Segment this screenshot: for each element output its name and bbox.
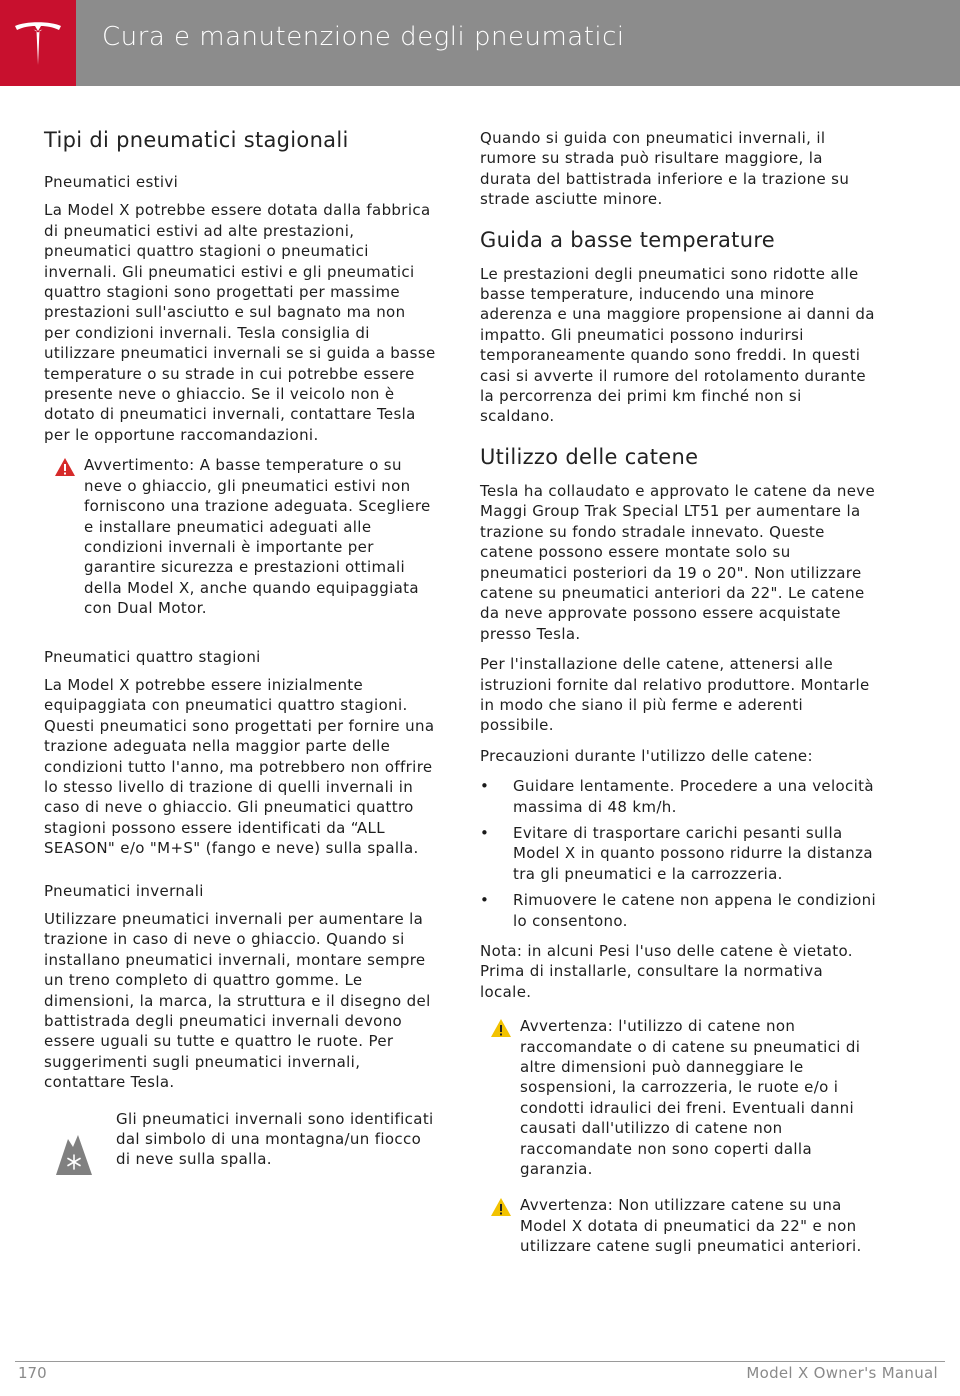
- list-item: [480, 823, 876, 884]
- section-heading-chains: Utilizzo delle catene: [480, 444, 699, 469]
- bullet: •: [480, 777, 489, 796]
- footer-divider: [15, 1361, 945, 1362]
- snowflake-notice: [44, 1109, 436, 1170]
- note-text: Nota: in alcuni Pesi l'uso delle catene è vietato. Prima di installarle, consultare la normativa locale.: [480, 942, 853, 1001]
- list-item-text: Rimuovere le catene non appena le condizioni lo consentono.: [513, 891, 877, 930]
- logo-badge: [0, 0, 76, 86]
- list-item-text: Guidare lentamente. Procedere a una velocità massima di 48 km/h.: [513, 777, 874, 816]
- paragraph-chains-install: Per l'installazione delle catene, attenersi alle istruzioni fornite dal relativo produttore. Montarle in modo che siano il più ferme e aderenti possibile.: [480, 655, 870, 735]
- paragraph-summer-tires: La Model X potrebbe essere dotata dalla fabbrica di pneumatici estivi ad alte prestazioni, pneumatici quattro stagioni o pneumatici invernali. Gli pneumatici estivi e gli pneumatici quattro stagioni sono progettati per massime prestazioni sull'asciutto e sul bagnato ma non per condizioni invernali. Tesla consiglia di utilizzare pneumatici invernali se si guida a basse temperature o su strade in cui potrebbe essere presente neve o ghiaccio. Se il veicolo non è dotato di pneumatici invernali, contattare Tesla per le opportune raccomandazioni.: [44, 201, 436, 444]
- subheading-winter-tires: Pneumatici invernali: [44, 881, 204, 900]
- paragraph-chains-approved: Tesla ha collaudato e approvato le catene da neve Maggi Group Trak Special LT51 per aumentare la trazione su fondo stradale innevato. Queste catene possono essere montate solo su pneumatici posteriori da 19 o 20". Non utilizzare catene su pneumatici anteriori da 22". Le catene da neve approvate possono essere acquistate presso Tesla.: [480, 481, 876, 643]
- bullet: •: [480, 891, 489, 910]
- caution-notice: [480, 1195, 876, 1256]
- snowflake-text: Gli pneumatici invernali sono identificati dal simbolo di una montagna/un fiocco di neve sulla spalla.: [116, 1109, 434, 1169]
- list-item-text: Evitare di trasportare carichi pesanti sulla Model X in quanto possono ridurre la distanza tra gli pneumatici e la carrozzeria.: [513, 823, 873, 883]
- warning-icon: [54, 457, 76, 481]
- warning-text: Avvertimento: A basse temperature o su neve o ghiaccio, gli pneumatici estivi non forniscono una trazione adeguata. Scegliere e installare pneumatici adeguati alle condizioni invernali è importante per garantire sicurezza e prestazioni ottimali della Model X, anche quando equipaggiata con Dual Motor.: [84, 456, 431, 618]
- bullet: •: [480, 823, 489, 842]
- precautions-list: [480, 776, 876, 931]
- mountain-snowflake-icon: [54, 1129, 94, 1181]
- caution-notice: [480, 1016, 876, 1179]
- caution-icon: [490, 1197, 512, 1221]
- subheading-summer-tires: Pneumatici estivi: [44, 173, 179, 191]
- list-item: [480, 890, 876, 931]
- paragraph-chains-precautions: Precauzioni durante l'utilizzo delle catene:: [480, 746, 813, 765]
- page-header: [0, 0, 960, 86]
- paragraph-all-season-tires: La Model X potrebbe essere inizialmente equipaggiata con pneumatici quattro stagioni. Questi pneumatici sono progettati per fornire una trazione adeguata nella maggior parte delle condizioni tutto l'anno, ma potrebbero non offrire lo stesso livello di trazione di quelli invernali in caso di neve o ghiaccio. Gli pneumatici quattro stagioni possono essere identificati da “ALL SEASON" e/o "M+S" (fango e neve) sulla spalla.: [44, 675, 435, 858]
- left-column: [44, 128, 436, 1180]
- subheading-all-season-tires: Pneumatici quattro stagioni: [44, 647, 261, 666]
- caution-icon: [490, 1018, 512, 1042]
- list-item: [480, 776, 876, 817]
- paragraph-winter-noise: Quando si guida con pneumatici invernali, il rumore su strada può risultare maggiore, la durata del battistrada inferiore e la trazione su strade asciutte minore.: [480, 129, 850, 209]
- caution-text: Avvertenza: l'utilizzo di catene non raccomandate o di catene su pneumatici di altre dimensioni può danneggiare le sospensioni, la carrozzeria, le ruote e/o i condotti idraulici dei freni. Eventuali danni causati dall'utilizzo di catene non raccomandate non sono coperti dalla garanzia.: [520, 1017, 861, 1179]
- right-column: [480, 128, 876, 1273]
- caution-text: Avvertenza: Non utilizzare catene su una Model X dotata di pneumatici da 22" e non utilizzare catene sugli pneumatici anteriori.: [520, 1196, 862, 1256]
- warning-notice: [44, 455, 436, 618]
- page-title: Cura e manutenzione degli pneumatici: [102, 22, 625, 52]
- footer-title: Model X Owner's Manual: [746, 1364, 938, 1382]
- tesla-logo-icon: [13, 18, 63, 68]
- section-heading-seasonal-tires: Tipi di pneumatici stagionali: [44, 128, 349, 152]
- paragraph-cold-driving: Le prestazioni degli pneumatici sono ridotte alle basse temperature, inducendo una minore aderenza e una maggiore propensione ai danni da impatto. Gli pneumatici possono indurirsi temporaneamente quando sono freddi. In questi casi si avverte il rumore del rotolamento durante la percorrenza dei primi km finché non si scaldano.: [480, 264, 875, 426]
- paragraph-winter-tires: Utilizzare pneumatici invernali per aumentare la trazione in caso di neve o ghiaccio. Quando si installano pneumatici invernali, montare sempre un treno completo di quattro gomme. Le dimensioni, la marca, la struttura e il disegno del battistrada degli pneumatici invernali devono essere uguali su tutte e quattro le ruote. Per suggerimenti sugli pneumatici invernali, contattare Tesla.: [44, 910, 431, 1092]
- page-number: 170: [18, 1364, 47, 1382]
- section-heading-cold-driving: Guida a basse temperature: [480, 227, 776, 252]
